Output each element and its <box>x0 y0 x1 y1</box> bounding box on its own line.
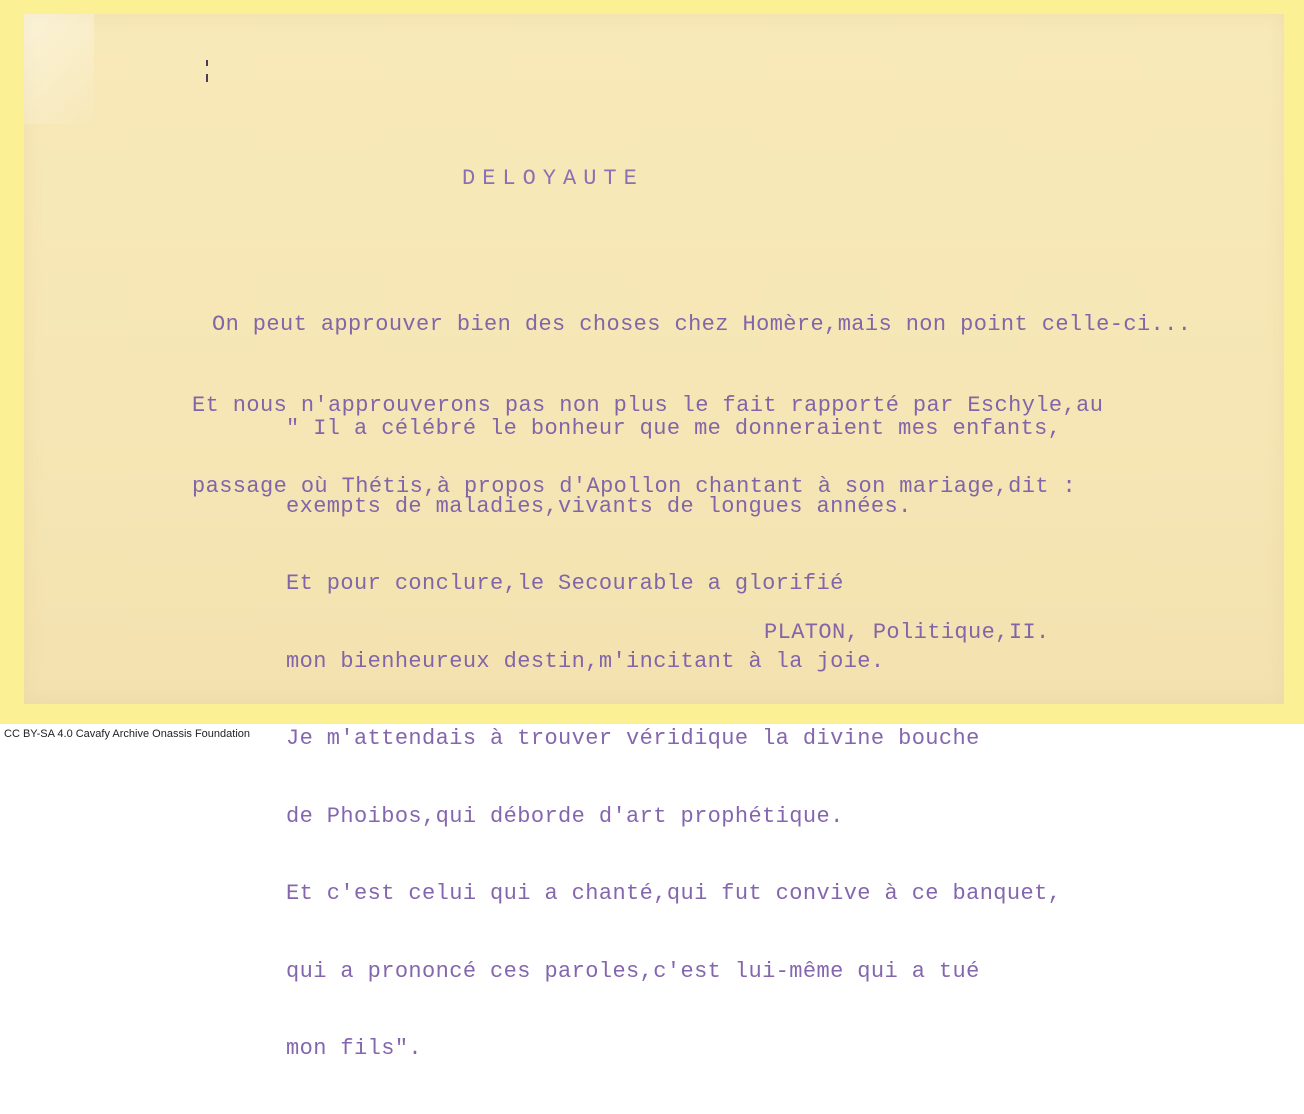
document-title: DELOYAUTE <box>462 166 644 191</box>
credit-line: CC BY-SA 4.0 Cavafy Archive Onassis Foundation <box>4 728 250 740</box>
quote-line: mon fils". <box>286 1036 423 1061</box>
quote-line: de Phoibos,qui déborde d'art prophétique. <box>286 803 844 829</box>
quote-line: qui a prononcé ces paroles,c'est lui-même qui a tué <box>286 958 980 984</box>
signature: PLATON, Politique,II. <box>764 620 1050 645</box>
quote-line: exempts de maladies,vivants de longues années. <box>286 493 912 519</box>
pencil-mark <box>206 60 209 94</box>
quote-line: mon bienheureux destin,m'incitant à la joie. <box>286 648 885 674</box>
quote-line: Et pour conclure,le Secourable a glorifié <box>286 571 844 596</box>
quotation-block <box>286 364 1061 1114</box>
intro-line: On peut approuver bien des choses chez Homère,mais non point celle-ci... <box>212 312 1192 337</box>
quote-line: " Il a célébré le bonheur que me donneraient mes enfants, <box>286 416 1062 441</box>
folded-corner <box>24 14 94 124</box>
intro-line: passage où Thétis,à propos d'Apollon chantant à son mariage,dit : <box>192 474 1077 499</box>
quote-line: Je m'attendais à trouver véridique la divine bouche <box>286 726 980 751</box>
intro-line: Et nous n'approuverons pas non plus le fait rapporté par Eschyle,au <box>192 393 1104 418</box>
quote-line: Et c'est celui qui a chanté,qui fut convive à ce banquet, <box>286 881 1062 906</box>
